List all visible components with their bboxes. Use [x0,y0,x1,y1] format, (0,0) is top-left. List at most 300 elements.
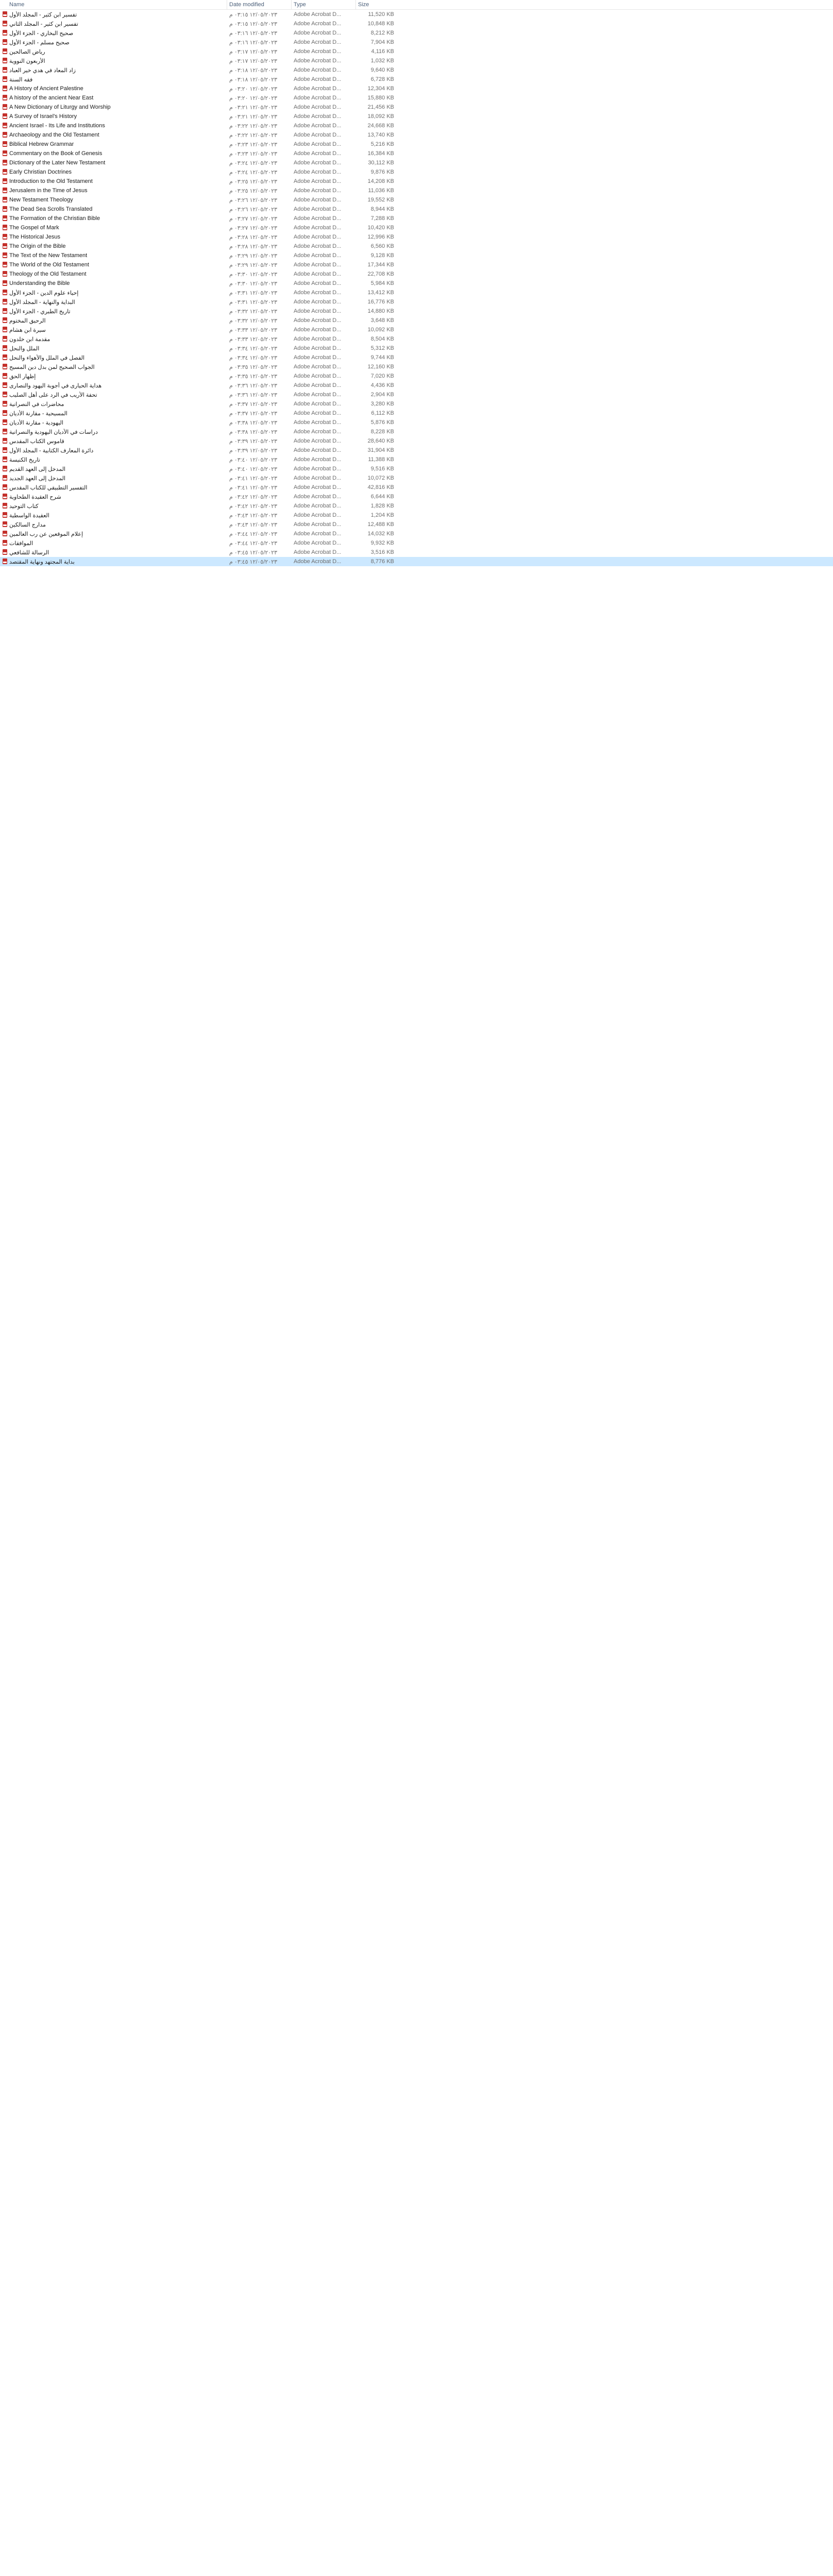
file-name: A New Dictionary of Liturgy and Worship [9,104,111,110]
pdf-file-icon [3,178,7,184]
file-type: Adobe Acrobat D... [294,503,342,509]
file-name: The Formation of the Christian Bible [9,215,100,222]
file-type: Adobe Acrobat D... [294,456,342,463]
file-row[interactable] [0,529,833,538]
pdf-file-icon [3,484,7,490]
file-type: Adobe Acrobat D... [294,401,342,407]
file-name: مقدمة ابن خلدون [9,336,50,343]
pdf-file-icon [3,503,7,509]
file-size: 14,208 KB [367,178,394,184]
column-header-type[interactable]: Type [294,2,306,8]
file-size: 12,996 KB [367,234,394,240]
file-size: 8,944 KB [370,206,394,212]
file-type: Adobe Acrobat D... [294,262,342,268]
file-name: مدارج السالكين [9,522,46,528]
file-row[interactable] [0,65,833,75]
file-size: 24,668 KB [367,123,394,129]
file-type: Adobe Acrobat D... [294,188,342,194]
file-type: Adobe Acrobat D... [294,512,342,518]
file-row[interactable] [0,362,833,371]
file-type: Adobe Acrobat D... [294,354,342,361]
file-type: Adobe Acrobat D... [294,271,342,277]
file-date-modified: ١٢/٠٥/٢٠٢٣ ٠٣:٣٢ م [229,318,278,324]
column-divider[interactable] [291,0,292,9]
file-size: 12,488 KB [367,521,394,528]
file-name: Ancient Israel - Its Life and Institutions [9,123,105,129]
pdf-file-icon [3,521,7,527]
file-name: المسيحية - مقارنة الأديان [9,411,67,417]
file-size: 19,552 KB [367,197,394,203]
file-name: العقيدة الواسطية [9,513,49,519]
file-date-modified: ١٢/٠٥/٢٠٢٣ ٠٣:٤٤ م [229,531,278,537]
file-type: Adobe Acrobat D... [294,475,342,481]
file-row[interactable] [0,511,833,520]
pdf-file-icon [3,215,7,221]
file-type: Adobe Acrobat D... [294,104,342,110]
file-size: 13,740 KB [367,132,394,138]
pdf-file-icon [3,410,7,416]
pdf-file-icon [3,188,7,193]
file-row[interactable] [0,214,833,223]
file-size: 6,644 KB [370,494,394,500]
file-row[interactable] [0,297,833,307]
file-size: 30,112 KB [368,160,394,166]
file-name: المدخل إلى العهد القديم [9,466,66,472]
pdf-file-icon [3,39,7,45]
file-row[interactable] [0,158,833,167]
file-row[interactable] [0,316,833,325]
file-row[interactable] [0,371,833,381]
pdf-file-icon [3,86,7,91]
pdf-file-icon [3,123,7,128]
column-header-name[interactable]: Name [9,2,25,8]
file-size: 28,640 KB [367,438,394,444]
file-date-modified: ١٢/٠٥/٢٠٢٣ ٠٣:١٨ م [229,67,278,74]
file-name: إعلام الموقعين عن رب العالمين [9,531,83,537]
file-size: 1,032 KB [370,58,394,64]
file-size: 31,904 KB [367,447,394,453]
file-row[interactable] [0,390,833,399]
file-row[interactable] [0,47,833,56]
file-size: 5,312 KB [370,345,394,351]
file-type: Adobe Acrobat D... [294,86,342,92]
file-row[interactable] [0,242,833,251]
file-size: 8,212 KB [370,30,394,36]
pdf-file-icon [3,494,7,499]
file-type: Adobe Acrobat D... [294,234,342,240]
file-name: فقه السنة [9,77,33,83]
file-row[interactable] [0,195,833,205]
file-row[interactable] [0,548,833,557]
file-name: تاريخ الكنيسة [9,457,40,463]
file-date-modified: ١٢/٠٥/٢٠٢٣ ٠٣:٢٤ م [229,160,278,166]
file-type: Adobe Acrobat D... [294,429,342,435]
file-type: Adobe Acrobat D... [294,345,342,351]
file-row[interactable] [0,279,833,288]
file-type: Adobe Acrobat D... [294,299,342,305]
file-size: 3,516 KB [370,549,394,555]
file-name: الموافقات [9,540,33,547]
file-date-modified: ١٢/٠٥/٢٠٢٣ ٠٣:٢٧ م [229,225,278,231]
file-size: 14,032 KB [367,531,394,537]
file-date-modified: ١٢/٠٥/٢٠٢٣ ٠٣:٤٣ م [229,522,278,528]
file-size: 1,204 KB [370,512,394,518]
file-date-modified: ١٢/٠٥/٢٠٢٣ ٠٣:٣٧ م [229,411,278,417]
file-row[interactable] [0,381,833,390]
file-name: البداية والنهاية - المجلد الأول [9,299,75,306]
file-date-modified: ١٢/٠٥/٢٠٢٣ ٠٣:٢٣ م [229,142,278,148]
file-row[interactable] [0,269,833,279]
file-row[interactable] [0,353,833,362]
file-row[interactable] [0,130,833,140]
file-name: The Gospel of Mark [9,225,59,231]
pdf-file-icon [3,206,7,212]
file-date-modified: ١٢/٠٥/٢٠٢٣ ٠٣:٢٥ م [229,179,278,185]
file-name: تاريخ الطبري - الجزء الأول [9,309,71,315]
pdf-file-icon [3,11,7,17]
file-size: 42,816 KB [367,484,394,490]
file-size: 9,640 KB [370,67,394,73]
file-type: Adobe Acrobat D... [294,252,342,259]
file-name: زاد المعاد في هدي خير العباد [9,67,76,74]
file-type: Adobe Acrobat D... [294,11,342,18]
file-size: 9,516 KB [370,466,394,472]
file-type: Adobe Acrobat D... [294,438,342,444]
file-type: Adobe Acrobat D... [294,494,342,500]
file-row[interactable] [0,205,833,214]
file-date-modified: ١٢/٠٥/٢٠٢٣ ٠٣:٢٨ م [229,244,278,250]
file-size: 8,776 KB [370,558,394,565]
file-type: Adobe Acrobat D... [294,48,342,55]
file-type: Adobe Acrobat D... [294,243,342,249]
file-date-modified: ١٢/٠٥/٢٠٢٣ ٠٣:٣٥ م [229,374,278,380]
file-type: Adobe Acrobat D... [294,58,342,64]
file-date-modified: ١٢/٠٥/٢٠٢٣ ٠٣:٢٥ م [229,188,278,194]
file-name: المدخل إلى العهد الجديد [9,476,66,482]
file-size: 11,388 KB [368,456,394,463]
file-date-modified: ١٢/٠٥/٢٠٢٣ ٠٣:٣٥ م [229,364,278,370]
file-size: 14,880 KB [367,308,394,314]
pdf-file-icon [3,373,7,379]
file-name: الفصل في الملل والأهواء والنحل [9,355,85,361]
file-date-modified: ١٢/٠٥/٢٠٢٣ ٠٣:٣٣ م [229,336,278,343]
file-row[interactable] [0,288,833,297]
file-date-modified: ١٢/٠٥/٢٠٢٣ ٠٣:٣٣ م [229,327,278,333]
file-row[interactable] [0,112,833,121]
file-type: Adobe Acrobat D... [294,373,342,379]
file-size: 8,228 KB [370,429,394,435]
pdf-file-icon [3,132,7,138]
file-type: Adobe Acrobat D... [294,336,342,342]
file-date-modified: ١٢/٠٥/٢٠٢٣ ٠٣:٤٠ م [229,457,278,463]
pdf-file-icon [3,197,7,202]
file-size: 5,984 KB [370,280,394,286]
file-date-modified: ١٢/٠٥/٢٠٢٣ ٠٣:٤٣ م [229,513,278,519]
file-type: Adobe Acrobat D... [294,132,342,138]
column-header-size[interactable]: Size [358,2,369,8]
file-name: إحياء علوم الدين - الجزء الأول [9,290,79,296]
file-name: التفسير التطبيقي للكتاب المقدس [9,485,88,491]
file-row[interactable] [0,520,833,529]
file-row[interactable] [0,557,833,566]
file-name: Understanding the Bible [9,280,70,286]
file-name: الرحيق المختوم [9,318,46,324]
file-type: Adobe Acrobat D... [294,30,342,36]
pdf-file-icon [3,141,7,147]
file-type: Adobe Acrobat D... [294,67,342,73]
file-name: تفسير ابن كثير - المجلد الأول [9,12,77,18]
file-name: Introduction to the Old Testament [9,178,93,184]
file-date-modified: ١٢/٠٥/٢٠٢٣ ٠٣:٢٨ م [229,234,278,241]
file-name: الجواب الصحيح لمن بدل دين المسيح [9,364,95,370]
file-name: بداية المجتهد ونهاية المقتصد [9,559,75,565]
file-date-modified: ١٢/٠٥/٢٠٢٣ ٠٣:٣٩ م [229,448,278,454]
file-date-modified: ١٢/٠٥/٢٠٢٣ ٠٣:٢١ م [229,105,278,111]
pdf-file-icon [3,466,7,471]
file-type: Adobe Acrobat D... [294,160,342,166]
file-date-modified: ١٢/٠٥/٢٠٢٣ ٠٣:٣٠ م [229,281,278,287]
file-row[interactable] [0,84,833,93]
file-type: Adobe Acrobat D... [294,123,342,129]
file-type: Adobe Acrobat D... [294,419,342,426]
file-type: Adobe Acrobat D... [294,521,342,528]
file-row[interactable] [0,538,833,548]
file-date-modified: ١٢/٠٥/٢٠٢٣ ٠٣:٣٩ م [229,438,278,445]
file-name: الملل والنحل [9,346,40,352]
file-type: Adobe Acrobat D... [294,113,342,120]
pdf-file-icon [3,456,7,462]
file-row[interactable] [0,260,833,269]
file-size: 11,036 KB [368,188,394,194]
file-date-modified: ١٢/٠٥/٢٠٢٣ ٠٣:٢٣ م [229,151,278,157]
file-size: 12,160 KB [367,364,394,370]
column-header-date-modified[interactable]: Date modified [229,2,264,8]
pdf-file-icon [3,429,7,434]
pdf-file-icon [3,104,7,110]
file-row[interactable] [0,446,833,455]
pdf-file-icon [3,512,7,518]
file-size: 9,932 KB [370,540,394,546]
file-name: إظهار الحق [9,374,36,380]
file-type: Adobe Acrobat D... [294,178,342,184]
file-date-modified: ١٢/٠٥/٢٠٢٣ ٠٣:٤٠ م [229,466,278,472]
pdf-file-icon [3,169,7,175]
pdf-file-icon [3,290,7,295]
file-size: 5,216 KB [370,141,394,147]
file-row[interactable] [0,344,833,353]
file-name: Early Christian Doctrines [9,169,72,175]
file-name: الرسالة للشافعي [9,550,49,556]
file-size: 7,288 KB [370,215,394,222]
pdf-file-icon [3,401,7,406]
file-date-modified: ١٢/٠٥/٢٠٢٣ ٠٣:١٦ م [229,30,278,37]
file-date-modified: ١٢/٠٥/٢٠٢٣ ٠٣:٢٧ م [229,216,278,222]
file-type: Adobe Acrobat D... [294,76,342,82]
file-size: 6,560 KB [370,243,394,249]
file-type: Adobe Acrobat D... [294,39,342,45]
file-row[interactable] [0,28,833,38]
file-date-modified: ١٢/٠٥/٢٠٢٣ ٠٣:٣٦ م [229,392,278,398]
file-name: الأربعون النووية [9,58,45,64]
file-row[interactable] [0,251,833,260]
file-name: هداية الحيارى في أجوبة اليهود والنصارى [9,383,102,389]
file-row[interactable] [0,483,833,492]
file-date-modified: ١٢/٠٥/٢٠٢٣ ٠٣:١٦ م [229,40,278,46]
pdf-file-icon [3,150,7,156]
file-row[interactable] [0,409,833,418]
pdf-file-icon [3,252,7,258]
file-size: 10,420 KB [367,225,394,231]
file-row[interactable] [0,19,833,28]
file-size: 9,876 KB [370,169,394,175]
pdf-file-icon [3,271,7,277]
pdf-file-icon [3,243,7,249]
file-name: Commentary on the Book of Genesis [9,150,103,157]
file-date-modified: ١٢/٠٥/٢٠٢٣ ٠٣:٢٢ م [229,123,278,129]
file-row[interactable] [0,232,833,242]
file-type: Adobe Acrobat D... [294,169,342,175]
file-name: New Testament Theology [9,197,73,203]
file-size: 9,128 KB [370,252,394,259]
file-row[interactable] [0,177,833,186]
file-size: 8,504 KB [370,336,394,342]
pdf-file-icon [3,345,7,351]
column-divider[interactable] [355,0,356,9]
file-row[interactable] [0,149,833,158]
file-size: 6,112 KB [371,410,394,416]
file-row[interactable] [0,473,833,483]
file-size: 9,744 KB [370,354,394,361]
file-size: 12,304 KB [367,86,394,92]
pdf-file-icon [3,336,7,342]
file-row[interactable] [0,10,833,19]
file-type: Adobe Acrobat D... [294,308,342,314]
file-size: 5,876 KB [370,419,394,426]
file-type: Adobe Acrobat D... [294,215,342,222]
file-size: 15,880 KB [367,95,394,101]
file-size: 1,828 KB [370,503,394,509]
pdf-file-icon [3,475,7,481]
column-header-bar [0,0,833,10]
pdf-file-icon [3,364,7,369]
file-date-modified: ١٢/٠٥/٢٠٢٣ ٠٣:٢٦ م [229,197,278,204]
file-row[interactable] [0,492,833,501]
file-row[interactable] [0,399,833,409]
file-row[interactable] [0,38,833,47]
file-date-modified: ١٢/٠٥/٢٠٢٣ ٠٣:٤٤ م [229,540,278,547]
pdf-file-icon [3,317,7,323]
file-row[interactable] [0,464,833,473]
file-date-modified: ١٢/٠٥/٢٠٢٣ ٠٣:١٧ م [229,58,278,64]
file-type: Adobe Acrobat D... [294,382,342,388]
file-name: صحيح البخاري - الجزء الأول [9,30,74,37]
file-type: Adobe Acrobat D... [294,410,342,416]
file-size: 22,708 KB [367,271,394,277]
file-size: 13,412 KB [367,290,394,296]
pdf-file-icon [3,113,7,119]
file-date-modified: ١٢/٠٥/٢٠٢٣ ٠٣:٣٦ م [229,383,278,389]
file-type: Adobe Acrobat D... [294,150,342,157]
file-row[interactable] [0,93,833,103]
file-row[interactable] [0,501,833,511]
file-size: 17,344 KB [367,262,394,268]
pdf-file-icon [3,234,7,240]
file-name: The Historical Jesus [9,234,61,240]
pdf-file-icon [3,447,7,453]
pdf-file-icon [3,382,7,388]
pdf-file-icon [3,419,7,425]
file-row[interactable] [0,334,833,344]
file-date-modified: ١٢/٠٥/٢٠٢٣ ٠٣:١٨ م [229,77,278,83]
file-date-modified: ١٢/٠٥/٢٠٢٣ ٠٣:٤٥ م [229,559,278,565]
file-type: Adobe Acrobat D... [294,466,342,472]
file-size: 4,116 KB [371,48,394,55]
file-date-modified: ١٢/٠٥/٢٠٢٣ ٠٣:١٥ م [229,21,278,27]
file-name: Biblical Hebrew Grammar [9,141,74,147]
file-row[interactable] [0,418,833,427]
file-date-modified: ١٢/٠٥/٢٠٢٣ ٠٣:٣٢ م [229,309,278,315]
file-name: A history of the ancient Near East [9,95,94,101]
file-size: 18,092 KB [367,113,394,120]
file-type: Adobe Acrobat D... [294,558,342,565]
pdf-file-icon [3,438,7,444]
file-type: Adobe Acrobat D... [294,95,342,101]
file-name: اليهودية - مقارنة الأديان [9,420,63,426]
file-size: 4,436 KB [370,382,394,388]
pdf-file-icon [3,21,7,26]
file-type: Adobe Acrobat D... [294,280,342,286]
file-date-modified: ١٢/٠٥/٢٠٢٣ ٠٣:٣١ م [229,290,278,296]
file-name: محاضرات في النصرانية [9,401,64,408]
pdf-file-icon [3,540,7,546]
pdf-file-icon [3,67,7,73]
file-name: Archaeology and the Old Testament [9,132,99,138]
file-size: 2,904 KB [370,392,394,398]
file-row[interactable] [0,75,833,84]
file-row[interactable] [0,140,833,149]
file-date-modified: ١٢/٠٥/٢٠٢٣ ٠٣:٣٤ م [229,346,278,352]
file-size: 16,384 KB [367,150,394,157]
file-type: Adobe Acrobat D... [294,447,342,453]
pdf-file-icon [3,549,7,555]
file-name: Jerusalem in the Time of Jesus [9,188,88,194]
file-row[interactable] [0,121,833,130]
file-name: قاموس الكتاب المقدس [9,438,64,445]
file-row[interactable] [0,223,833,232]
file-row[interactable] [0,56,833,65]
file-size: 16,776 KB [367,299,394,305]
file-date-modified: ١٢/٠٥/٢٠٢٣ ٠٣:٢٤ م [229,170,278,176]
file-rows [0,10,833,566]
file-row[interactable] [0,427,833,436]
file-row[interactable] [0,325,833,334]
file-type: Adobe Acrobat D... [294,364,342,370]
file-row[interactable] [0,103,833,112]
pdf-file-icon [3,262,7,267]
file-row[interactable] [0,186,833,195]
file-date-modified: ١٢/٠٥/٢٠٢٣ ٠٣:٣٤ م [229,355,278,361]
pdf-file-icon [3,280,7,286]
file-row[interactable] [0,436,833,446]
file-type: Adobe Acrobat D... [294,21,342,27]
file-name: The Origin of the Bible [9,243,66,249]
file-name: كتاب التوحيد [9,503,39,510]
file-row[interactable] [0,455,833,464]
pdf-file-icon [3,327,7,332]
file-row[interactable] [0,307,833,316]
file-row[interactable] [0,167,833,177]
file-name: Dictionary of the Later New Testament [9,160,106,166]
